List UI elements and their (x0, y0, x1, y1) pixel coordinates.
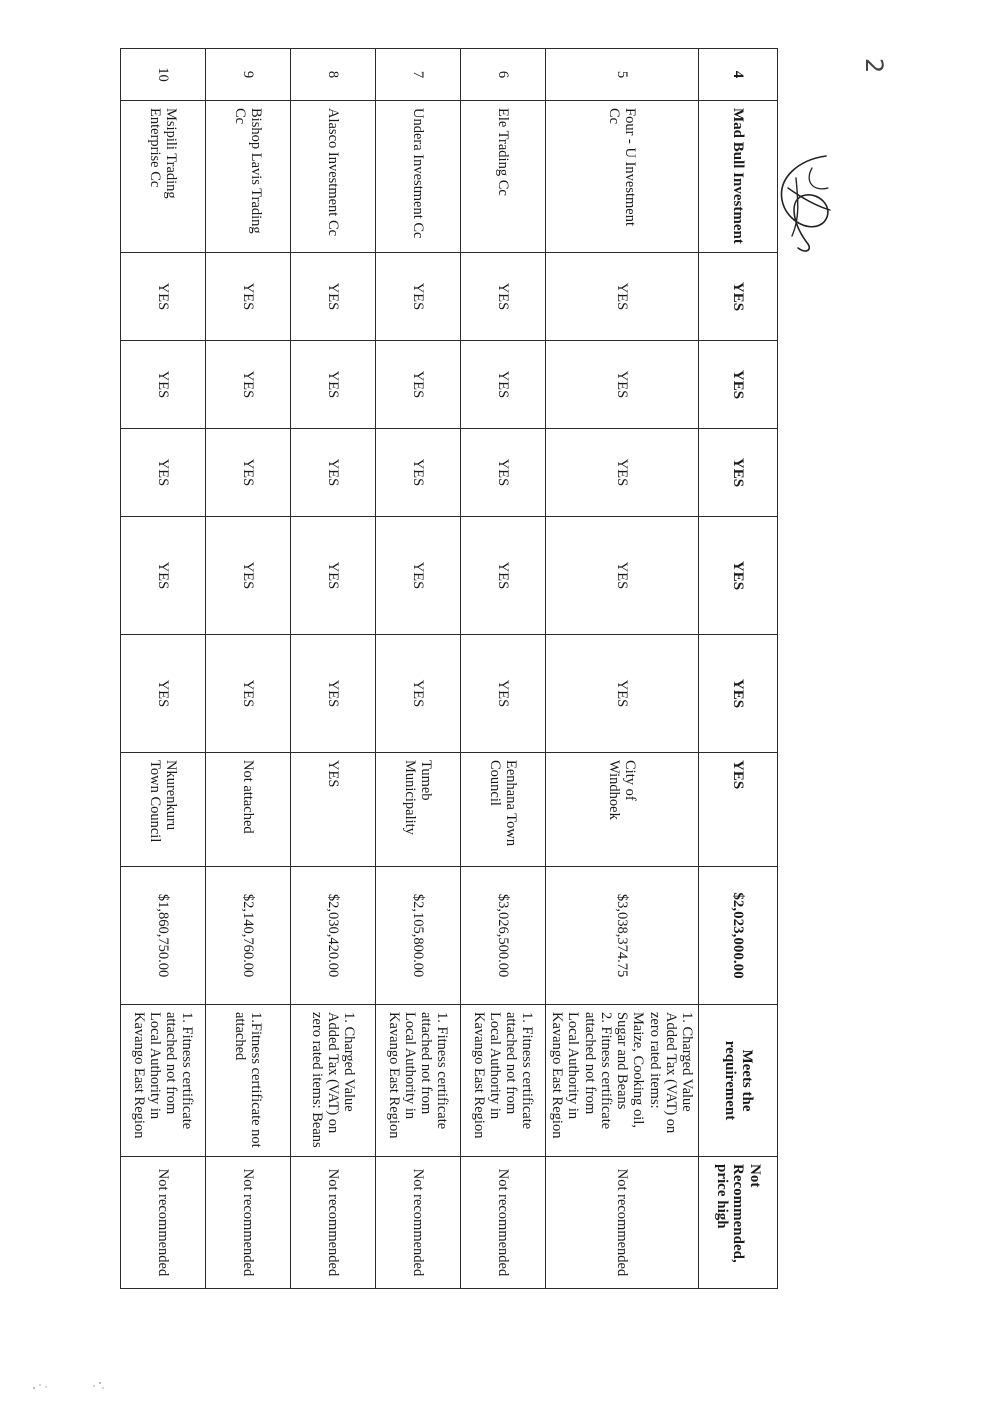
table-row (120, 49, 205, 1289)
criterion-cell: YES (120, 253, 205, 341)
bidder-name-cell: Mad Bull Investment (699, 101, 778, 253)
requirement-note: 1. Charged Value Added Tax (VAT) on zero rated items: Maize, Cooking oil, Sugar and Beans (614, 1012, 695, 1134)
criterion-cell: YES (120, 517, 205, 635)
criterion-cell: YES (460, 429, 545, 517)
criterion-cell: YES (120, 635, 205, 753)
criterion-cell: YES (699, 517, 778, 635)
bid-price-cell: $3,038,374.75 (545, 867, 698, 1005)
requirement-notes-cell (460, 1005, 545, 1157)
rotated-page (130, 48, 778, 1288)
bidder-name-cell: Msipili Trading Enterprise Cc (120, 101, 205, 253)
criterion-cell: YES (699, 341, 778, 429)
requirement-notes-cell: Meets the requirement (699, 1005, 778, 1157)
criterion-cell: YES (205, 429, 290, 517)
bid-price-cell: $2,140,760.00 (205, 867, 290, 1005)
criterion-cell: YES (545, 253, 698, 341)
row-number-cell: 6 (460, 49, 545, 101)
table-row (290, 49, 375, 1289)
row-number-cell: 10 (120, 49, 205, 101)
requirement-note: 2. Fitness certificate attached not from Local Authority in Kavango East Region (549, 1012, 614, 1139)
row-number-cell: 4 (699, 49, 778, 101)
requirement-notes-cell (375, 1005, 460, 1157)
criterion-cell: YES (120, 429, 205, 517)
recommendation-cell: Not recommended (375, 1157, 460, 1289)
recommendation-cell: Not recommended (460, 1157, 545, 1289)
criterion-cell: YES (290, 429, 375, 517)
requirement-notes-cell (545, 1005, 698, 1157)
criterion-cell: YES (290, 517, 375, 635)
criterion-cell: YES (699, 253, 778, 341)
criterion-cell: YES (290, 341, 375, 429)
scan-specks (28, 1374, 118, 1394)
page-number: 2 (860, 58, 888, 74)
bid-price-cell: $1,860,750.00 (120, 867, 205, 1005)
fitness-certificate-cell: Tumeb Municipality (375, 753, 460, 867)
criterion-cell: YES (290, 635, 375, 753)
criterion-cell: YES (375, 429, 460, 517)
table-row (545, 49, 698, 1289)
row-number-cell: 5 (545, 49, 698, 101)
criterion-cell: YES (699, 429, 778, 517)
criterion-cell: YES (699, 635, 778, 753)
bid-price-cell: $2,105,800.00 (375, 867, 460, 1005)
criterion-cell: YES (545, 635, 698, 753)
requirement-notes-cell (205, 1005, 290, 1157)
handwritten-signature (768, 148, 840, 258)
criterion-cell: YES (545, 429, 698, 517)
criterion-cell: YES (545, 517, 698, 635)
recommendation-cell: Not Recommended, price high (699, 1157, 778, 1289)
criterion-cell: YES (375, 341, 460, 429)
fitness-certificate-cell: YES (699, 753, 778, 867)
table-row (375, 49, 460, 1289)
bid-price-cell: $2,023,000.00 (699, 867, 778, 1005)
recommendation-cell: Not recommended (205, 1157, 290, 1289)
row-number-cell: 8 (290, 49, 375, 101)
criterion-cell: YES (460, 635, 545, 753)
bidder-name-cell: Ele Trading Cc (460, 101, 545, 253)
requirement-note: 1. Fitness certificate attached not from Local Authority in Kavango East Region (130, 1012, 196, 1139)
criterion-cell: YES (375, 517, 460, 635)
table-body (120, 49, 777, 1289)
fitness-certificate-cell: Eenhana Town Council (460, 753, 545, 867)
recommendation-cell: Not recommended (120, 1157, 205, 1289)
bid-price-cell: $2,030,420.00 (290, 867, 375, 1005)
table-row (205, 49, 290, 1289)
criterion-cell: YES (205, 517, 290, 635)
table-row (699, 49, 778, 1289)
recommendation-cell: Not recommended (290, 1157, 375, 1289)
criterion-cell: YES (545, 341, 698, 429)
fitness-certificate-cell: City of Windhoek (545, 753, 698, 867)
requirement-note: 1. Fitness certificate attached not from Local Authority in Kavango East Region (385, 1012, 451, 1139)
criterion-cell: YES (205, 253, 290, 341)
requirement-notes-cell (290, 1005, 375, 1157)
criterion-cell: YES (120, 341, 205, 429)
criterion-cell: YES (460, 253, 545, 341)
table-row (460, 49, 545, 1289)
row-number-cell: 9 (205, 49, 290, 101)
requirement-notes-cell (120, 1005, 205, 1157)
bidder-name-cell: Four - U Investment Cc (545, 101, 698, 253)
requirement-note: 1. Charged Value Added Tax (VAT) on zero rated items: Beans (308, 1012, 358, 1148)
criterion-cell: YES (205, 635, 290, 753)
bidder-name-cell: Alasco Investment Cc (290, 101, 375, 253)
criterion-cell: YES (205, 341, 290, 429)
criterion-cell: YES (460, 517, 545, 635)
recommendation-cell: Not recommended (545, 1157, 698, 1289)
fitness-certificate-cell: Nkurenkuru Town Council (120, 753, 205, 867)
bid-price-cell: $3,026,500.00 (460, 867, 545, 1005)
bidder-name-cell: Bishop Lavis Trading Cc (205, 101, 290, 253)
criterion-cell: YES (290, 253, 375, 341)
requirement-note: 1.Fitness certificate not attached (231, 1012, 265, 1148)
criterion-cell: YES (460, 341, 545, 429)
requirement-note: 1. Fitness certificate attached not from Local Authority in Kavango East Region (470, 1012, 536, 1139)
bid-evaluation-table (120, 48, 778, 1289)
bidder-name-cell: Undera Investment Cc (375, 101, 460, 253)
criterion-cell: YES (375, 253, 460, 341)
row-number-cell: 7 (375, 49, 460, 101)
fitness-certificate-cell: Not attached (205, 753, 290, 867)
fitness-certificate-cell: YES (290, 753, 375, 867)
criterion-cell: YES (375, 635, 460, 753)
